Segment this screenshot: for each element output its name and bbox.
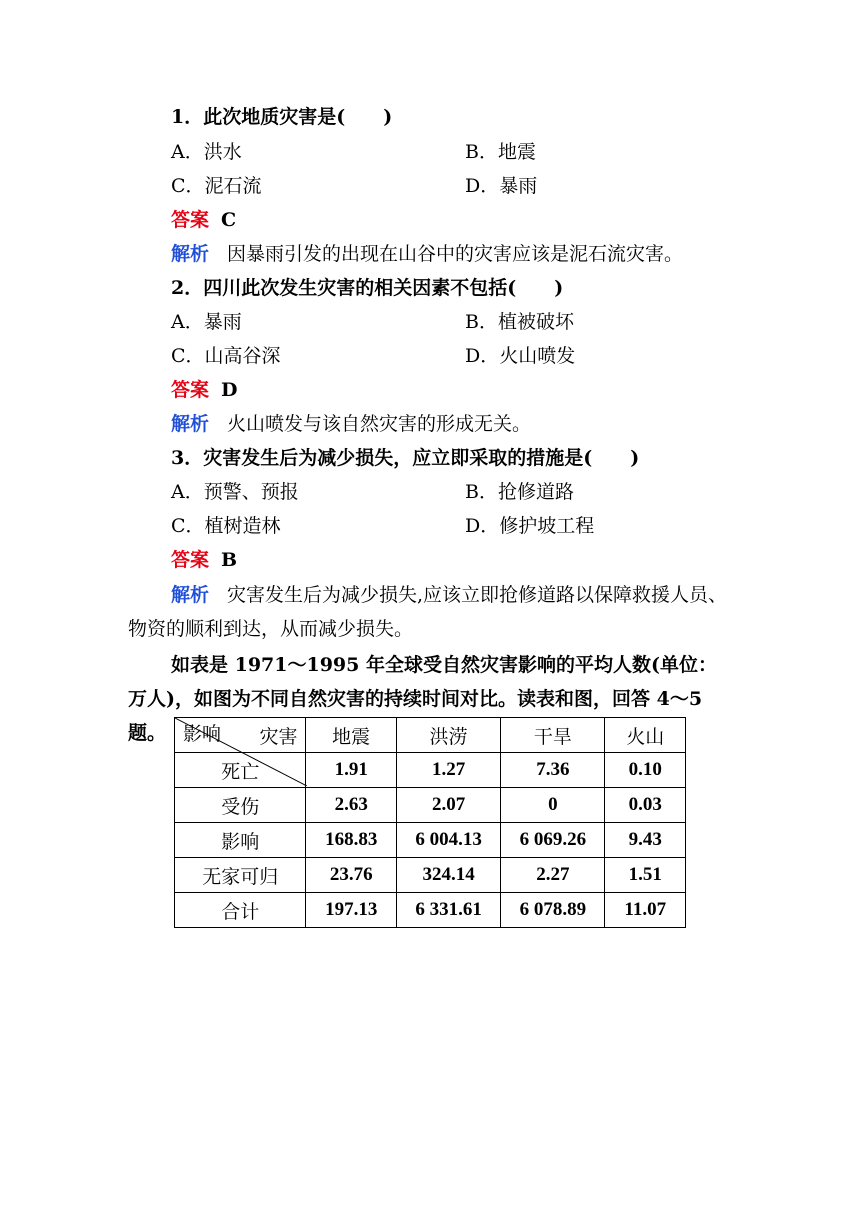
answer-value: C (221, 209, 237, 231)
table-row (175, 823, 686, 858)
table-cell: 11.07 (605, 893, 686, 928)
table-cell: 23.76 (306, 858, 396, 893)
table-cell: 1.91 (306, 753, 396, 788)
corner-top-label: 灾害 (259, 726, 298, 748)
table-cell: 2.07 (396, 788, 500, 823)
explanation-label: 解析 (171, 584, 210, 606)
table-cell: 2.63 (306, 788, 396, 823)
row-label: 影响 (175, 823, 306, 858)
column-header: 洪涝 (396, 718, 500, 753)
q3-answer (171, 548, 237, 572)
q3-stem: 3．灾害发生后为减少损失，应立即采取的措施是( ) (171, 447, 640, 469)
table-cell: 324.14 (396, 858, 500, 893)
q3-option-c: C．植树造林 (171, 515, 281, 537)
q2-option-d: D．火山喷发 (465, 345, 576, 367)
corner-bottom-label: 影响 (183, 723, 222, 745)
column-header: 干旱 (501, 718, 605, 753)
q3-explanation (128, 578, 734, 646)
row-label: 死亡 (175, 753, 306, 788)
table-cell: 197.13 (306, 893, 396, 928)
explanation-text: 因暴雨引发的出现在山谷中的灾害应该是泥石流灾害。 (227, 243, 684, 265)
table-cell: 1.51 (605, 858, 686, 893)
table-cell: 0 (501, 788, 605, 823)
q1-option-c: C．泥石流 (171, 175, 262, 197)
q1-stem: 1．此次地质灾害是( ) (171, 106, 393, 128)
table-cell: 9.43 (605, 823, 686, 858)
explanation-text: 火山喷发与该自然灾害的形成无关。 (227, 413, 532, 435)
row-label: 受伤 (175, 788, 306, 823)
column-header: 地震 (306, 718, 396, 753)
table-cell: 0.10 (605, 753, 686, 788)
table-cell: 168.83 (306, 823, 396, 858)
explanation-label: 解析 (171, 413, 210, 435)
table-row (175, 893, 686, 928)
explanation-text: 灾害发生后为减少损失,应该立即抢修道路以保障救援人员、物资的顺利到达，从而减少损失。 (128, 584, 728, 640)
table-corner-cell (175, 718, 306, 753)
table-cell: 6 069.26 (501, 823, 605, 858)
explanation-label: 解析 (171, 243, 210, 265)
table-cell: 0.03 (605, 788, 686, 823)
answer-label: 答案 (171, 209, 210, 231)
table-row (175, 788, 686, 823)
q2-option-c: C．山高谷深 (171, 345, 281, 367)
q1-answer (171, 208, 236, 232)
q2-option-b: B．植被破坏 (465, 311, 574, 333)
row-label: 无家可归 (175, 858, 306, 893)
answer-label: 答案 (171, 549, 210, 571)
answer-value: D (221, 379, 238, 401)
q1-option-d: D．暴雨 (465, 175, 538, 197)
q1-option-a: A．洪水 (171, 141, 242, 163)
q3-option-a: A．预警、预报 (171, 481, 299, 503)
table-cell: 2.27 (501, 858, 605, 893)
intro-paragraph: 如表是 1971～1995 年全球受自然灾害影响的平均人数(单位：万人)，如图为不同自然灾害的持续时间对比。读表和图，回答 4～5 题。 (128, 654, 717, 744)
q3-option-b: B．抢修道路 (465, 481, 574, 503)
answer-value: B (221, 549, 238, 571)
q1-option-b: B．地震 (465, 141, 536, 163)
q3-option-d: D．修护坡工程 (465, 515, 595, 537)
disaster-impact-table (174, 717, 686, 928)
table-cell: 6 331.61 (396, 893, 500, 928)
table-header-row (175, 718, 686, 753)
column-header: 火山 (605, 718, 686, 753)
q1-explanation (171, 242, 683, 266)
q2-explanation (171, 412, 531, 436)
q2-option-a: A．暴雨 (171, 311, 242, 333)
table-row (175, 858, 686, 893)
row-label: 合计 (175, 893, 306, 928)
q2-answer (171, 378, 238, 402)
table-cell: 1.27 (396, 753, 500, 788)
answer-label: 答案 (171, 379, 210, 401)
table-cell: 6 004.13 (396, 823, 500, 858)
q2-stem: 2．四川此次发生灾害的相关因素不包括( ) (171, 277, 564, 299)
table-cell: 6 078.89 (501, 893, 605, 928)
table-cell: 7.36 (501, 753, 605, 788)
